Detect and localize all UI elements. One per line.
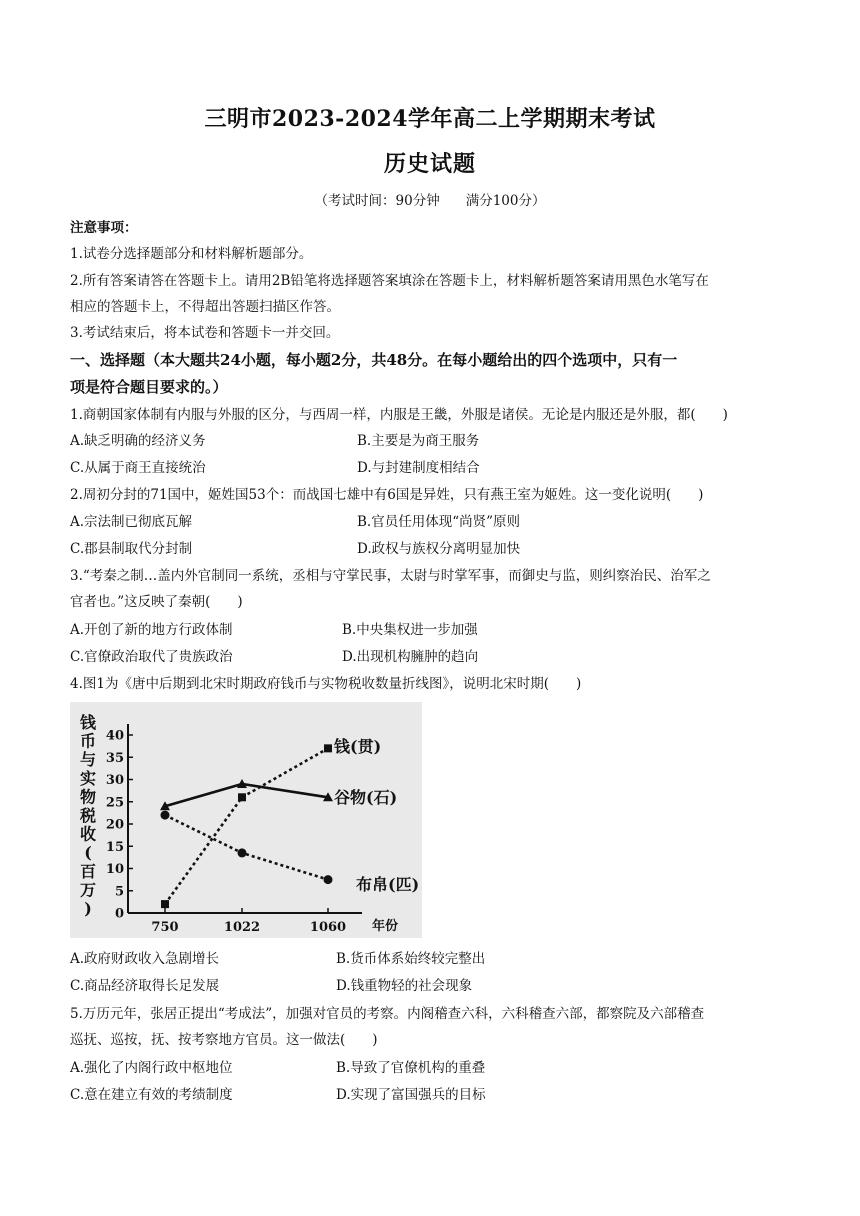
y-tick-label: 35 [105,750,124,766]
question-3-stem: 3.“考秦之制…盖内外官制同一系统，丞相与守掌民事，太尉与时掌军事，而御史与监，则纠察治民、治军之 [70,568,711,584]
y-tick-label: 10 [105,862,124,877]
y-tick-label: 0 [114,906,124,922]
x-tick-label: 750 [151,920,179,935]
q2-option-c: C.郡县制取代分封制 [70,541,193,557]
exam-score: 满分100分） [465,193,546,209]
exam-title: 三明市2023-2024学年高二上学期期末考试 [204,106,656,132]
section-heading-cont: 项是符合题目要求的。） [70,378,228,396]
q4-option-a: A.政府财政收入急剧增长 [70,951,220,967]
data-point [238,848,247,857]
q5-option-d: D.实现了富国强兵的目标 [336,1087,486,1103]
y-tick-label: 20 [105,817,124,833]
q4-option-c: C.商品经济取得长足发展 [70,978,220,994]
y-axis-label: 钱币与实物税收(百万) [79,713,97,918]
series-label: 谷物(石) [334,788,398,807]
q1-option-d: D.与封建制度相结合 [357,460,480,476]
q1-option-c: C.从属于商王直接统治 [70,460,206,476]
subject-title: 历史试题 [383,151,476,177]
y-tick-label: 5 [114,884,124,900]
data-point [324,744,332,752]
data-point [161,900,169,908]
data-point [238,793,246,801]
q3-option-c: C.官僚政治取代了贵族政治 [70,649,233,665]
tax-line-chart [70,702,422,938]
q3-option-a: A.开创了新的地方行政体制 [70,622,233,638]
y-tick-label: 25 [105,795,124,811]
y-tick-label: 30 [105,773,124,788]
q2-option-a: A.宗法制已彻底瓦解 [70,514,193,530]
q4-option-b: B.货币体系始终较完整出 [336,951,486,967]
q4-option-d: D.钱重物轻的社会现象 [336,978,473,994]
q5-option-a: A.强化了内阁行政中枢地位 [70,1060,233,1076]
q5-option-c: C.意在建立有效的考绩制度 [70,1087,233,1103]
q5-option-b: B.导致了官僚机构的重叠 [336,1060,486,1076]
q3-option-b: B.中央集权进一步加强 [342,622,478,638]
note-item: 1.试卷分选择题部分和材料解析题部分。 [70,246,313,262]
y-tick-label: 40 [105,728,124,744]
x-tick-label: 1022 [223,920,261,935]
q1-option-b: B.主要是为商王服务 [357,433,480,449]
q2-option-d: D.政权与族权分离明显加快 [357,541,521,557]
chart-canvas [70,702,422,938]
q1-option-a: A.缺乏明确的经济义务 [70,433,206,449]
series-label: 钱(贯) [334,737,382,756]
x-tick-label: 1060 [309,920,347,935]
question-4-stem: 4.图1为《唐中后期到北宋时期政府钱币与实物税收数量折线图》，说明北宋时期( ) [70,676,582,692]
q3-option-d: D.出现机构臃肿的趋向 [342,649,479,665]
question-5-stem-cont: 巡抚、巡按，抚、按考察地方官员。这一做法( ) [70,1032,378,1048]
question-3-stem-cont: 官者也。”这反映了秦朝( ) [70,594,243,610]
note-item: 2.所有答案请答在答题卡上。请用2B铅笔将选择题答案填涂在答题卡上，材料解析题答案请用黑色水笔写在 [70,273,709,289]
q2-option-b: B.官员任用体现“尚贤”原则 [357,514,521,530]
question-1-stem: 1.商朝国家体制有内服与外服的区分，与西周一样，内服是王畿，外服是诸侯。无论是内服还是外服，都( ) [70,407,728,423]
data-point [161,811,170,820]
data-point [324,875,333,884]
y-tick-label: 15 [105,839,124,855]
exam-time: （考试时间：90分钟 [314,193,440,209]
x-axis-label: 年份 [372,919,399,934]
question-5-stem: 5.万历元年，张居正提出“考成法”，加强对官员的考察。内阁稽查六科，六科稽查六部，都察院及六部稽查 [70,1006,705,1022]
section-heading: 一、选择题（本大题共24小题，每小题2分，共48分。在每小题给出的四个选项中，只有一 [70,351,678,369]
note-item: 相应的答题卡上，不得超出答题扫描区作答。 [70,299,340,315]
notes-heading: 注意事项： [70,220,138,236]
question-2-stem: 2.周初分封的71国中，姬姓国53个：而战国七雄中有6国是异姓，只有燕王室为姬姓。这一变化说明( ) [70,487,704,503]
series-label: 布帛(匹) [356,875,420,894]
exam-info [0,189,860,209]
note-item: 3.考试结束后，将本试卷和答题卡一并交回。 [70,325,340,341]
